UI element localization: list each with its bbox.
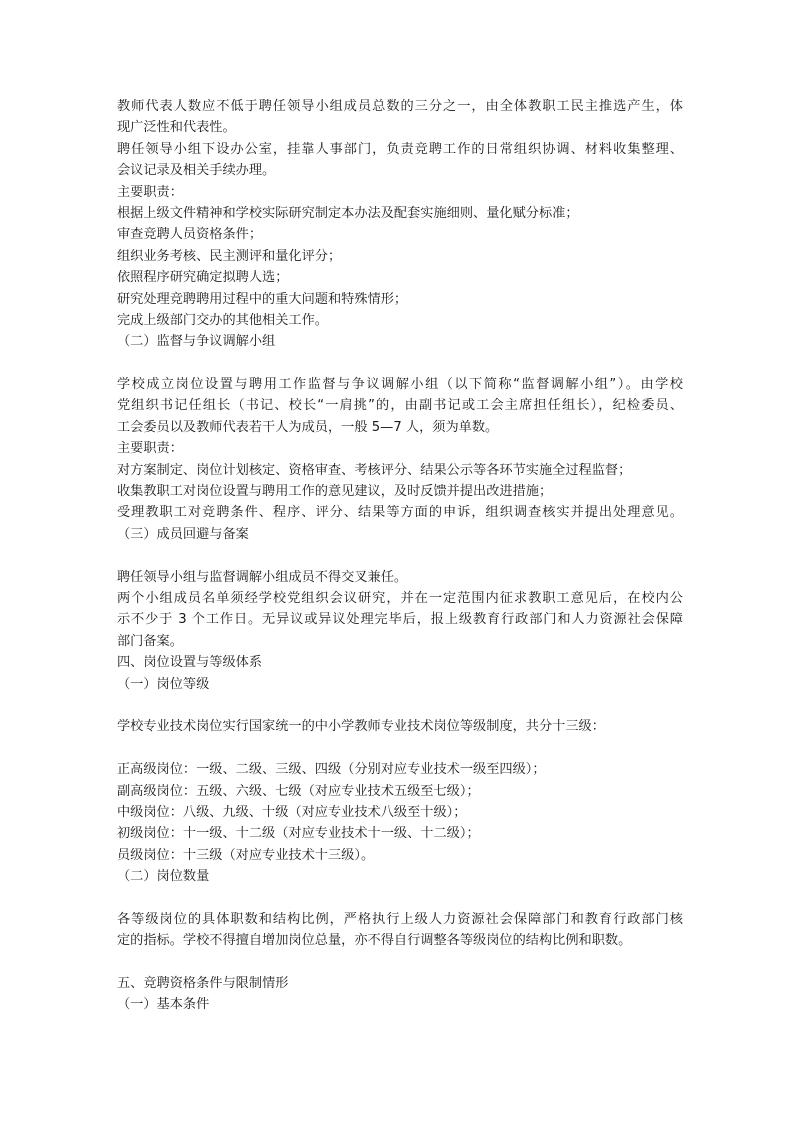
grade-item: 副高级岗位：五级、六级、七级（对应专业技术五级至七级）； xyxy=(117,783,480,799)
duty-item: 完成上级部门交办的其他相关工作。 xyxy=(117,312,328,328)
paragraph-line: 示不少于 3 个工作日。无异议或异议处理完毕后，报上级教育行政部门和人力资源社会保障 xyxy=(117,612,683,628)
duty-item: 受理教职工对竞聘条件、程序、评分、结果等方面的申诉，组织调查核实并提出处理意见。 xyxy=(117,505,683,521)
blank-line xyxy=(117,952,683,973)
paragraph-line: 两个小组成员名单须经学校党组织会议研究，并在一定范围内征求教职工意见后，在校内公 xyxy=(117,590,683,606)
document-body xyxy=(117,96,683,1016)
paragraph-line: 工会委员以及教师代表若干人为成员，一般 5—7 人，须为单数。 xyxy=(117,419,499,435)
duty-item: 对方案制定、岗位计划核定、资格审查、考核评分、结果公示等各环节实施全过程监督； xyxy=(117,462,632,478)
duty-item: 依照程序研究确定拟聘人选； xyxy=(117,270,289,286)
paragraph-line: 现广泛性和代表性。 xyxy=(117,120,236,136)
paragraph-line: 聘任领导小组与监督调解小组成员不得交叉兼任。 xyxy=(117,569,408,585)
subsection-heading: （三）成员回避与备案 xyxy=(117,526,249,542)
grade-item: 员级岗位：十三级（对应专业技术十三级）。 xyxy=(117,847,375,863)
section-heading: 五、竞聘资格条件与限制情形 xyxy=(117,976,289,992)
subsection-heading: （一）岗位等级 xyxy=(117,676,210,692)
subsection-heading: （二）监督与争议调解小组 xyxy=(117,334,276,350)
paragraph-line: 教师代表人数应不低于聘任领导小组成员总数的三分之一，由全体教职工民主推选产生，体 xyxy=(117,99,683,114)
subsection-heading: （二）岗位数量 xyxy=(117,869,210,885)
blank-line xyxy=(117,695,683,716)
paragraph-line: 定的指标。学校不得擅自增加岗位总量，亦不得自行调整各等级岗位的结构比例和职数。 xyxy=(117,933,632,949)
subsection-heading: （一）基本条件 xyxy=(117,997,210,1013)
paragraph-line: 学校成立岗位设置与聘用工作监督与争议调解小组（以下简称“监督调解小组”）。由学校 xyxy=(117,377,683,393)
section-heading: 四、岗位设置与等级体系 xyxy=(117,655,263,671)
blank-line xyxy=(117,887,683,908)
blank-line xyxy=(117,738,683,759)
duties-heading: 主要职责： xyxy=(117,184,183,200)
duty-item: 组织业务考核、民主测评和量化评分； xyxy=(117,248,342,264)
paragraph-line: 党组织书记任组长（书记、校长“一肩挑”的，由副书记或工会主席担任组长），纪检委员、 xyxy=(117,398,683,414)
grade-item: 中级岗位：八级、九级、十级（对应专业技术八级至十级）； xyxy=(117,804,467,820)
blank-line xyxy=(117,353,683,374)
duty-item: 审查竞聘人员资格条件； xyxy=(117,227,263,243)
paragraph-line: 各等级岗位的具体职数和结构比例，严格执行上级人力资源社会保障部门和教育行政部门核 xyxy=(117,911,683,927)
duty-item: 研究处理竞聘聘用过程中的重大问题和特殊情形； xyxy=(117,291,408,307)
duties-heading: 主要职责： xyxy=(117,441,183,457)
paragraph-line: 聘任领导小组下设办公室，挂靠人事部门，负责竞聘工作的日常组织协调、材料收集整理、 xyxy=(117,141,683,157)
grade-item: 初级岗位：十一级、十二级（对应专业技术十一级、十二级）； xyxy=(117,826,480,842)
duty-item: 根据上级文件精神和学校实际研究制定本办法及配套实施细则、量化赋分标准； xyxy=(117,205,579,221)
blank-line xyxy=(117,545,683,566)
duty-item: 收集教职工对岗位设置与聘用工作的意见建议，及时反馈并提出改进措施； xyxy=(117,484,553,500)
paragraph-line: 会议记录及相关手续办理。 xyxy=(117,163,276,179)
paragraph-line: 学校专业技术岗位实行国家统一的中小学教师专业技术岗位等级制度，共分十三级： xyxy=(117,719,605,735)
grade-item: 正高级岗位：一级、二级、三级、四级（分别对应专业技术一级至四级）； xyxy=(117,762,546,778)
paragraph-line: 部门备案。 xyxy=(117,633,183,649)
